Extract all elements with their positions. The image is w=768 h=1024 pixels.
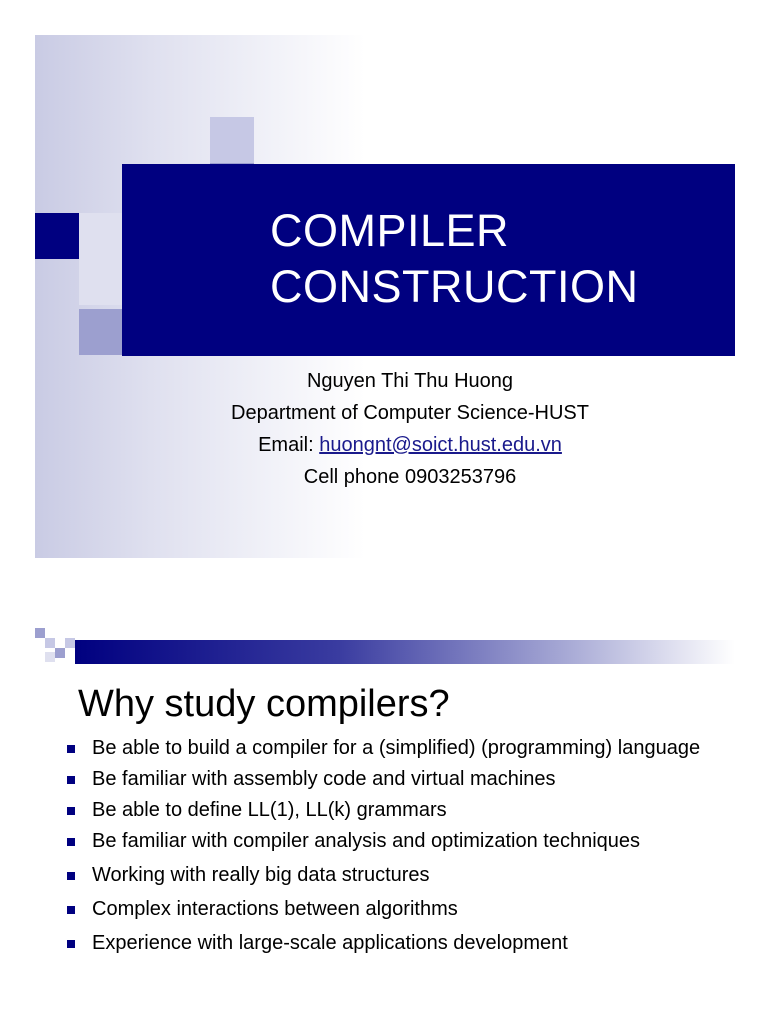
decor-square xyxy=(35,628,45,638)
decor-square xyxy=(79,309,123,355)
title-line-1: COMPILER xyxy=(270,205,510,256)
list-item: Be able to define LL(1), LL(k) grammars xyxy=(65,798,735,823)
author-name: Nguyen Thi Thu Huong xyxy=(306,370,514,392)
list-item: Complex interactions between algorithms xyxy=(65,897,735,922)
slide-title: Why study compilers? xyxy=(78,683,450,725)
bullet-list xyxy=(65,736,735,962)
list-item: Be able to build a compiler for a (simplified) (programming) language xyxy=(65,736,735,761)
decor-square xyxy=(45,652,55,662)
bullet-square-icon xyxy=(67,838,75,846)
header-bar xyxy=(75,640,735,664)
title-slide xyxy=(35,35,735,558)
decor-square xyxy=(55,648,65,658)
decor-square xyxy=(79,213,123,259)
bullet-square-icon xyxy=(67,807,75,815)
department: Department of Computer Science-HUST xyxy=(231,402,589,424)
email-link[interactable]: huongnt@soict.hust.edu.vn xyxy=(319,434,562,456)
phone: Cell phone 0903253796 xyxy=(303,466,517,488)
title-line-2: CONSTRUCTION xyxy=(270,261,639,312)
decor-square xyxy=(210,117,254,163)
bullet-square-icon xyxy=(67,906,75,914)
email-label: Email: xyxy=(258,434,320,456)
slide-title xyxy=(270,203,638,315)
bullet-square-icon xyxy=(67,776,75,784)
author-info xyxy=(35,365,735,493)
decor-square xyxy=(65,638,75,648)
decor-square xyxy=(45,638,55,648)
list-item: Be familiar with assembly code and virtual machines xyxy=(65,767,735,792)
list-item: Working with really big data structures xyxy=(65,863,735,888)
bullet-square-icon xyxy=(67,940,75,948)
list-item: Be familiar with compiler analysis and optimization techniques xyxy=(65,829,735,854)
decor-square xyxy=(79,259,123,305)
bullet-square-icon xyxy=(67,745,75,753)
list-item: Experience with large-scale applications development xyxy=(65,931,735,956)
decor-square xyxy=(35,213,79,259)
email-line xyxy=(35,429,735,461)
bullet-square-icon xyxy=(67,872,75,880)
content-slide xyxy=(35,628,735,1024)
